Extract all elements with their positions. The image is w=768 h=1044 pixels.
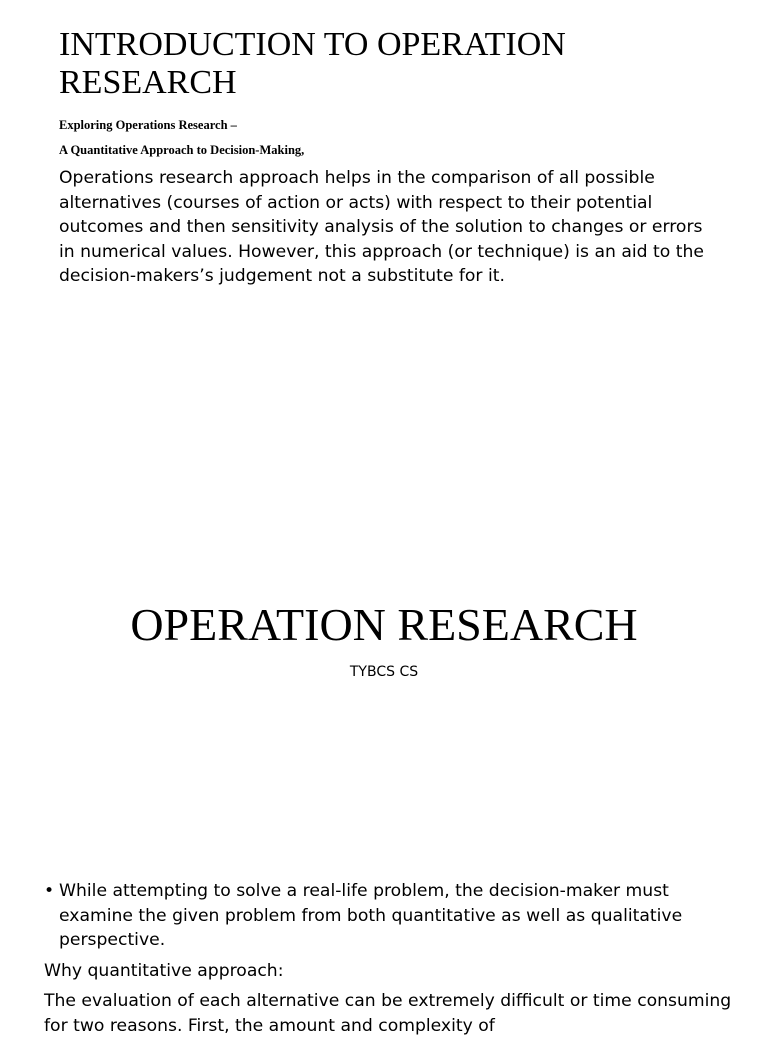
bullet-icon: • — [44, 881, 55, 901]
list-item-text: The evaluation of each alternative can be extremely difficult or time consuming for two reasons. First, the amount and complexity of — [44, 991, 732, 1036]
slide-intro — [0, 0, 768, 300]
slide-subtitle: TYBCS CS — [349, 664, 419, 680]
slide-cover — [0, 560, 768, 740]
list-item-text: While attempting to solve a real-life problem, the decision-maker must examine the given problem from both quantitative as well as qualitative perspective. — [59, 881, 683, 950]
list-item — [44, 879, 734, 953]
slide-subtitle-line: Exploring Operations Research – — [59, 118, 237, 132]
slide-subtitle-line: A Quantitative Approach to Decision-Making, — [59, 143, 305, 157]
list-item — [44, 959, 734, 984]
slide-quantitative-approach — [0, 870, 768, 1036]
slide-title: OPERATION RESEARCH — [130, 599, 638, 650]
slide-body-text: Operations research approach helps in the comparison of all possible alternatives (courses of action or acts) with respect to their potential outcomes and then sensitivity analysis of the solution to changes or errors in numerical values. However, this approach (or technique) is an aid to the decision-makers’s judgement not a substitute for it. — [59, 168, 704, 286]
list-item — [44, 989, 734, 1038]
bullet-list — [44, 879, 734, 1044]
list-item-text: Why quantitative approach: — [44, 960, 284, 981]
slide-title: INTRODUCTION TO OPERATION RESEARCH — [59, 26, 566, 101]
